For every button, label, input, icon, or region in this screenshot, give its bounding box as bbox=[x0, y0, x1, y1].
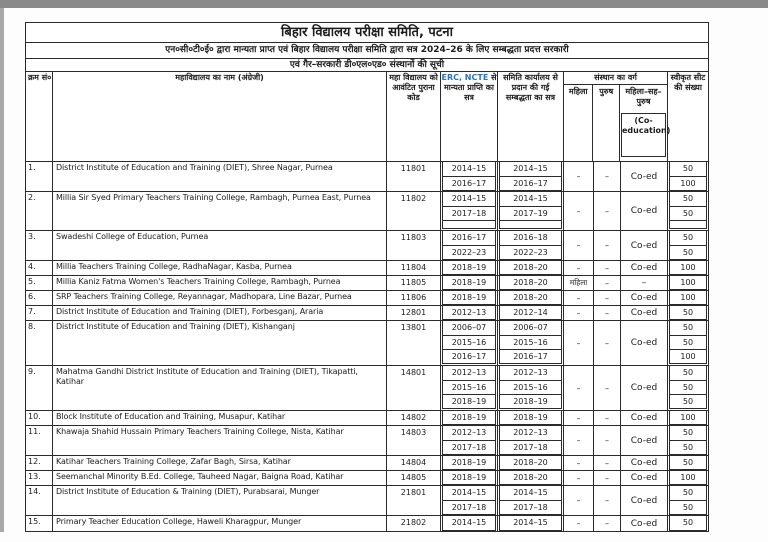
header-erc-ncte-session bbox=[441, 72, 498, 161]
cell-category-male: – bbox=[594, 162, 621, 191]
cell-category-type: Co-ed bbox=[621, 411, 668, 425]
erc-session-label: से मान्यता प्राप्ति का सत्र bbox=[444, 73, 497, 102]
erc-session-box: 2016–17 bbox=[442, 349, 496, 364]
affiliation-session-box: 2016–17 bbox=[499, 176, 562, 191]
cell-college-name: Primary Teacher Education College, Haweli Kharagpur, Munger bbox=[53, 516, 387, 531]
seat-count-box: 50 bbox=[669, 306, 707, 320]
table-row bbox=[26, 276, 708, 291]
affiliation-session-box: 2014–15 bbox=[499, 192, 562, 207]
table-row bbox=[26, 321, 708, 366]
table-row bbox=[26, 291, 708, 306]
erc-session-box: 2014–15 bbox=[442, 486, 496, 501]
erc-session-box: 2017–18 bbox=[442, 206, 496, 221]
cell-serial-no: 6. bbox=[26, 291, 53, 305]
erc-session-box: 2018–19 bbox=[442, 471, 496, 485]
affiliation-session-box: 2018–20 bbox=[499, 261, 562, 275]
affiliation-session-box: 2017–19 bbox=[499, 206, 562, 221]
cell-category-type: Co-ed bbox=[621, 306, 668, 320]
cell-category-type: Co-ed bbox=[621, 291, 668, 305]
cell-college-name: Seemanchal Minority B.Ed. College, Tauheed Nagar, Baigna Road, Katihar bbox=[53, 471, 387, 485]
seat-count-box: 50 bbox=[669, 206, 707, 221]
cell-approved-seats bbox=[668, 162, 708, 191]
cell-serial-no: 12. bbox=[26, 456, 53, 470]
cell-old-code: 11803 bbox=[387, 231, 441, 260]
cell-serial-no: 8. bbox=[26, 321, 53, 365]
document-title: बिहार विद्यालय परीक्षा समिति, पटना bbox=[26, 23, 708, 43]
affiliation-session-box: 2006–07 bbox=[499, 321, 562, 336]
seat-count-box: 50 bbox=[669, 231, 707, 246]
seat-count-box: 50 bbox=[669, 486, 707, 501]
cell-category-male: – bbox=[594, 306, 621, 320]
cell-erc-sessions bbox=[441, 306, 498, 320]
cell-affiliation-sessions bbox=[498, 366, 564, 410]
cell-category-female: – bbox=[564, 426, 594, 455]
cell-college-name: Mahatma Gandhi District Institute of Education and Training (DIET), Tikapatti, Katihar bbox=[53, 366, 387, 410]
cell-affiliation-sessions bbox=[498, 471, 564, 485]
cell-category-type: Co-ed bbox=[621, 321, 668, 365]
table-row bbox=[26, 366, 708, 411]
cell-erc-sessions bbox=[441, 321, 498, 365]
cell-category-male: – bbox=[594, 192, 621, 230]
cell-serial-no: 3. bbox=[26, 231, 53, 260]
cell-college-name: Block Institute of Education and Training, Musapur, Katihar bbox=[53, 411, 387, 425]
cell-erc-sessions bbox=[441, 276, 498, 290]
cell-serial-no: 5. bbox=[26, 276, 53, 290]
cell-category-male: – bbox=[594, 261, 621, 275]
cell-erc-sessions bbox=[441, 261, 498, 275]
affiliation-session-box: 2017–18 bbox=[499, 500, 562, 515]
seat-count-box: 100 bbox=[669, 411, 707, 425]
seat-count-box: 100 bbox=[669, 349, 707, 364]
affiliation-session-box bbox=[499, 220, 562, 229]
cell-affiliation-sessions bbox=[498, 162, 564, 191]
cell-category-female: – bbox=[564, 291, 594, 305]
erc-session-box: 2018–19 bbox=[442, 276, 496, 290]
cell-category-type: Co-ed bbox=[621, 366, 668, 410]
cell-old-code: 14801 bbox=[387, 366, 441, 410]
table-row bbox=[26, 426, 708, 456]
cell-approved-seats bbox=[668, 321, 708, 365]
header-institution-category-group bbox=[564, 72, 671, 161]
cell-serial-no: 7. bbox=[26, 306, 53, 320]
cell-old-code: 11801 bbox=[387, 162, 441, 191]
erc-session-box: 2022–23 bbox=[442, 245, 496, 260]
cell-category-male: – bbox=[594, 456, 621, 470]
seat-count-box: 50 bbox=[669, 321, 707, 336]
seat-count-box: 100 bbox=[669, 276, 707, 290]
cell-category-type: Co-ed bbox=[621, 486, 668, 515]
seat-count-box: 50 bbox=[669, 426, 707, 441]
erc-session-box: 2014–15 bbox=[442, 516, 496, 531]
cell-old-code: 21801 bbox=[387, 486, 441, 515]
cell-approved-seats bbox=[668, 291, 708, 305]
cell-category-male: – bbox=[594, 411, 621, 425]
cell-category-type: – bbox=[621, 276, 668, 290]
cell-erc-sessions bbox=[441, 162, 498, 191]
cell-category-male: – bbox=[594, 276, 621, 290]
cell-college-name: Millia Teachers Training College, RadhaNagar, Kasba, Purnea bbox=[53, 261, 387, 275]
affiliation-session-box: 2012–13 bbox=[499, 366, 562, 381]
cell-college-name: District Institute of Education and Training (DIET), Shree Nagar, Purnea bbox=[53, 162, 387, 191]
table-row bbox=[26, 411, 708, 426]
cell-erc-sessions bbox=[441, 516, 498, 531]
document-page bbox=[25, 22, 709, 532]
cell-category-male: – bbox=[594, 426, 621, 455]
cell-old-code: 14804 bbox=[387, 456, 441, 470]
header-serial-no: क्रम सं० bbox=[26, 72, 53, 161]
cell-old-code: 21802 bbox=[387, 516, 441, 531]
seat-count-box: 50 bbox=[669, 516, 707, 531]
header-category-male: पुरुष bbox=[593, 85, 620, 161]
cell-category-female: – bbox=[564, 411, 594, 425]
table-row bbox=[26, 516, 708, 531]
affiliation-session-box: 2016–18 bbox=[499, 231, 562, 246]
affiliation-session-box: 2014–15 bbox=[499, 162, 562, 177]
cell-category-female: – bbox=[564, 321, 594, 365]
erc-session-box: 2014–15 bbox=[442, 162, 496, 177]
seat-count-box: 100 bbox=[669, 176, 707, 191]
cell-affiliation-sessions bbox=[498, 261, 564, 275]
cell-erc-sessions bbox=[441, 411, 498, 425]
erc-session-box: 2018–19 bbox=[442, 411, 496, 425]
seat-count-box: 50 bbox=[669, 500, 707, 515]
cell-serial-no: 15. bbox=[26, 516, 53, 531]
cell-erc-sessions bbox=[441, 291, 498, 305]
table-row bbox=[26, 486, 708, 516]
seat-count-box: 100 bbox=[669, 471, 707, 485]
cell-category-type: Co-ed bbox=[621, 426, 668, 455]
cell-approved-seats bbox=[668, 276, 708, 290]
erc-session-box: 2018–19 bbox=[442, 394, 496, 409]
affiliation-session-box: 2012–13 bbox=[499, 426, 562, 441]
cell-old-code: 11802 bbox=[387, 192, 441, 230]
affiliation-session-box: 2016–17 bbox=[499, 349, 562, 364]
header-affiliation-session: समिति कार्यालय से प्रदान की गई सम्बद्धता का सत्र bbox=[498, 72, 564, 161]
cell-erc-sessions bbox=[441, 426, 498, 455]
cell-category-female: – bbox=[564, 516, 594, 531]
seat-count-box: 100 bbox=[669, 291, 707, 305]
cell-category-male: – bbox=[594, 471, 621, 485]
cell-college-name: Millia Kaniz Fatma Women's Teachers Training College, Rambagh, Purnea bbox=[53, 276, 387, 290]
document-subtitle-line1: एन०सी०टी०ई० द्वारा मान्यता प्राप्त एवं बिहार विद्यालय परीक्षा समिति द्वारा सत्र 2024–26 के लिए सम्बद्धता प्रदत्त सरकारी bbox=[26, 43, 708, 59]
cell-affiliation-sessions bbox=[498, 276, 564, 290]
cell-affiliation-sessions bbox=[498, 411, 564, 425]
scan-left-edge bbox=[0, 8, 4, 532]
cell-approved-seats bbox=[668, 231, 708, 260]
cell-college-name: District Institute of Education and Training (DIET), Forbesganj, Araria bbox=[53, 306, 387, 320]
erc-ncte-label: ERC, NCTE bbox=[441, 73, 489, 82]
cell-old-code: 11805 bbox=[387, 276, 441, 290]
cell-affiliation-sessions bbox=[498, 426, 564, 455]
cell-category-type: Co-ed bbox=[621, 192, 668, 230]
cell-affiliation-sessions bbox=[498, 486, 564, 515]
cell-erc-sessions bbox=[441, 456, 498, 470]
cell-affiliation-sessions bbox=[498, 516, 564, 531]
cell-old-code: 14803 bbox=[387, 426, 441, 455]
seat-count-box: 50 bbox=[669, 440, 707, 455]
seat-count-box bbox=[669, 220, 707, 229]
cell-category-female: – bbox=[564, 486, 594, 515]
cell-serial-no: 4. bbox=[26, 261, 53, 275]
cell-category-male: – bbox=[594, 231, 621, 260]
cell-college-name: District Institute of Education and Training (DIET), Kishanganj bbox=[53, 321, 387, 365]
cell-serial-no: 2. bbox=[26, 192, 53, 230]
cell-college-name: Katihar Teachers Training College, Zafar Bagh, Sirsa, Katihar bbox=[53, 456, 387, 470]
table-row bbox=[26, 192, 708, 231]
cell-category-type: Co-ed bbox=[621, 456, 668, 470]
cell-category-female: महिला bbox=[564, 276, 594, 290]
table-row bbox=[26, 261, 708, 276]
seat-count-box: 50 bbox=[669, 456, 707, 470]
table-header-row bbox=[26, 72, 708, 162]
cell-erc-sessions bbox=[441, 231, 498, 260]
erc-session-box: 2015–16 bbox=[442, 380, 496, 395]
cell-category-male: – bbox=[594, 321, 621, 365]
cell-category-female: – bbox=[564, 456, 594, 470]
header-college-name: महाविद्यालय का नाम (अंग्रेजी) bbox=[53, 72, 387, 161]
cell-college-name: District Institute of Education & Training (DIET), Purabsarai, Munger bbox=[53, 486, 387, 515]
document-subtitle-line2: एवं गैर–सरकारी डी०एल०एड० संस्थानों की सूची bbox=[26, 59, 708, 72]
seat-count-box: 50 bbox=[669, 192, 707, 207]
cell-serial-no: 1. bbox=[26, 162, 53, 191]
cell-erc-sessions bbox=[441, 366, 498, 410]
erc-session-box: 2006–07 bbox=[442, 321, 496, 336]
cell-affiliation-sessions bbox=[498, 291, 564, 305]
header-coed-sub-label: (Co-education) bbox=[621, 113, 666, 157]
cell-affiliation-sessions bbox=[498, 192, 564, 230]
cell-college-name: Swadeshi College of Education, Purnea bbox=[53, 231, 387, 260]
cell-approved-seats bbox=[668, 426, 708, 455]
affiliation-session-box: 2018–19 bbox=[499, 411, 562, 425]
table-row bbox=[26, 231, 708, 261]
affiliation-session-box: 2018–20 bbox=[499, 456, 562, 470]
affiliation-session-box: 2022–23 bbox=[499, 245, 562, 260]
cell-category-female: – bbox=[564, 306, 594, 320]
erc-session-box: 2018–19 bbox=[442, 291, 496, 305]
cell-college-name: SRP Teachers Training College, Reyannagar, Madhopara, Line Bazar, Purnea bbox=[53, 291, 387, 305]
cell-college-name: Khawaja Shahid Hussain Primary Teachers Training College, Nista, Katihar bbox=[53, 426, 387, 455]
affiliation-session-box: 2017–18 bbox=[499, 440, 562, 455]
affiliation-session-box: 2014–15 bbox=[499, 516, 562, 531]
affiliation-session-box: 2015–16 bbox=[499, 335, 562, 350]
affiliation-session-box: 2018–19 bbox=[499, 394, 562, 409]
affiliation-session-box: 2018–20 bbox=[499, 471, 562, 485]
cell-category-female: – bbox=[564, 471, 594, 485]
cell-category-male: – bbox=[594, 486, 621, 515]
erc-session-box: 2015–16 bbox=[442, 335, 496, 350]
header-category-group-title: संस्थान का वर्ग bbox=[564, 72, 667, 85]
table-body bbox=[26, 162, 708, 531]
affiliation-session-box: 2012–14 bbox=[499, 306, 562, 320]
seat-count-box: 50 bbox=[669, 245, 707, 260]
header-coed-label: महिला–सह–पुरुष bbox=[625, 87, 662, 106]
cell-approved-seats bbox=[668, 411, 708, 425]
affiliation-session-box: 2015–16 bbox=[499, 380, 562, 395]
seat-count-box: 50 bbox=[669, 394, 707, 409]
cell-category-female: – bbox=[564, 261, 594, 275]
cell-category-male: – bbox=[594, 291, 621, 305]
erc-session-box: 2014–15 bbox=[442, 192, 496, 207]
erc-session-box: 2012–13 bbox=[442, 366, 496, 381]
seat-count-box: 50 bbox=[669, 335, 707, 350]
cell-erc-sessions bbox=[441, 192, 498, 230]
cell-category-type: Co-ed bbox=[621, 516, 668, 531]
erc-session-box: 2012–13 bbox=[442, 306, 496, 320]
cell-old-code: 11804 bbox=[387, 261, 441, 275]
cell-erc-sessions bbox=[441, 486, 498, 515]
scan-top-edge bbox=[0, 0, 768, 8]
cell-affiliation-sessions bbox=[498, 231, 564, 260]
header-category-female: महिला bbox=[564, 85, 593, 161]
erc-session-box: 2016–17 bbox=[442, 176, 496, 191]
header-approved-seats: स्वीकृत सीट की संख्या bbox=[670, 73, 706, 92]
affiliation-session-box: 2014–15 bbox=[499, 486, 562, 501]
seat-count-box: 50 bbox=[669, 162, 707, 177]
cell-serial-no: 9. bbox=[26, 366, 53, 410]
cell-category-female: – bbox=[564, 231, 594, 260]
cell-category-type: Co-ed bbox=[621, 162, 668, 191]
cell-approved-seats bbox=[668, 366, 708, 410]
cell-approved-seats bbox=[668, 192, 708, 230]
cell-college-name: Millia Sir Syed Primary Teachers Training College, Rambagh, Purnea East, Purnea bbox=[53, 192, 387, 230]
cell-category-female: – bbox=[564, 162, 594, 191]
cell-approved-seats bbox=[668, 471, 708, 485]
cell-category-type: Co-ed bbox=[621, 231, 668, 260]
affiliation-session-box: 2018–20 bbox=[499, 276, 562, 290]
cell-category-female: – bbox=[564, 192, 594, 230]
erc-session-box: 2017–18 bbox=[442, 500, 496, 515]
erc-session-box: 2018–19 bbox=[442, 456, 496, 470]
seat-count-box: 50 bbox=[669, 380, 707, 395]
erc-session-box: 2017–18 bbox=[442, 440, 496, 455]
seat-count-box: 100 bbox=[669, 261, 707, 275]
erc-session-box: 2016–17 bbox=[442, 231, 496, 246]
cell-serial-no: 14. bbox=[26, 486, 53, 515]
cell-old-code: 14805 bbox=[387, 471, 441, 485]
erc-session-box bbox=[442, 220, 496, 229]
affiliation-session-box: 2018–20 bbox=[499, 291, 562, 305]
table-row bbox=[26, 456, 708, 471]
cell-category-male: – bbox=[594, 516, 621, 531]
cell-approved-seats bbox=[668, 486, 708, 515]
cell-approved-seats bbox=[668, 516, 708, 531]
header-category-coed bbox=[620, 85, 671, 161]
cell-serial-no: 10. bbox=[26, 411, 53, 425]
cell-approved-seats bbox=[668, 456, 708, 470]
cell-old-code: 12801 bbox=[387, 306, 441, 320]
cell-approved-seats bbox=[668, 306, 708, 320]
cell-serial-no: 13. bbox=[26, 471, 53, 485]
cell-affiliation-sessions bbox=[498, 306, 564, 320]
erc-session-box: 2018–19 bbox=[442, 261, 496, 275]
cell-category-female: – bbox=[564, 366, 594, 410]
cell-category-type: Co-ed bbox=[621, 471, 668, 485]
cell-serial-no: 11. bbox=[26, 426, 53, 455]
cell-affiliation-sessions bbox=[498, 321, 564, 365]
header-old-code: महा विद्यालय को आवंटित पुराना कोड bbox=[387, 72, 441, 161]
cell-old-code: 11806 bbox=[387, 291, 441, 305]
cell-category-type: Co-ed bbox=[621, 261, 668, 275]
cell-erc-sessions bbox=[441, 471, 498, 485]
seat-count-box: 50 bbox=[669, 366, 707, 381]
cell-affiliation-sessions bbox=[498, 456, 564, 470]
table-row bbox=[26, 162, 708, 192]
cell-category-male: – bbox=[594, 366, 621, 410]
cell-old-code: 14802 bbox=[387, 411, 441, 425]
table-row bbox=[26, 306, 708, 321]
table-row bbox=[26, 471, 708, 486]
cell-approved-seats bbox=[668, 261, 708, 275]
cell-old-code: 13801 bbox=[387, 321, 441, 365]
erc-session-box: 2012–13 bbox=[442, 426, 496, 441]
